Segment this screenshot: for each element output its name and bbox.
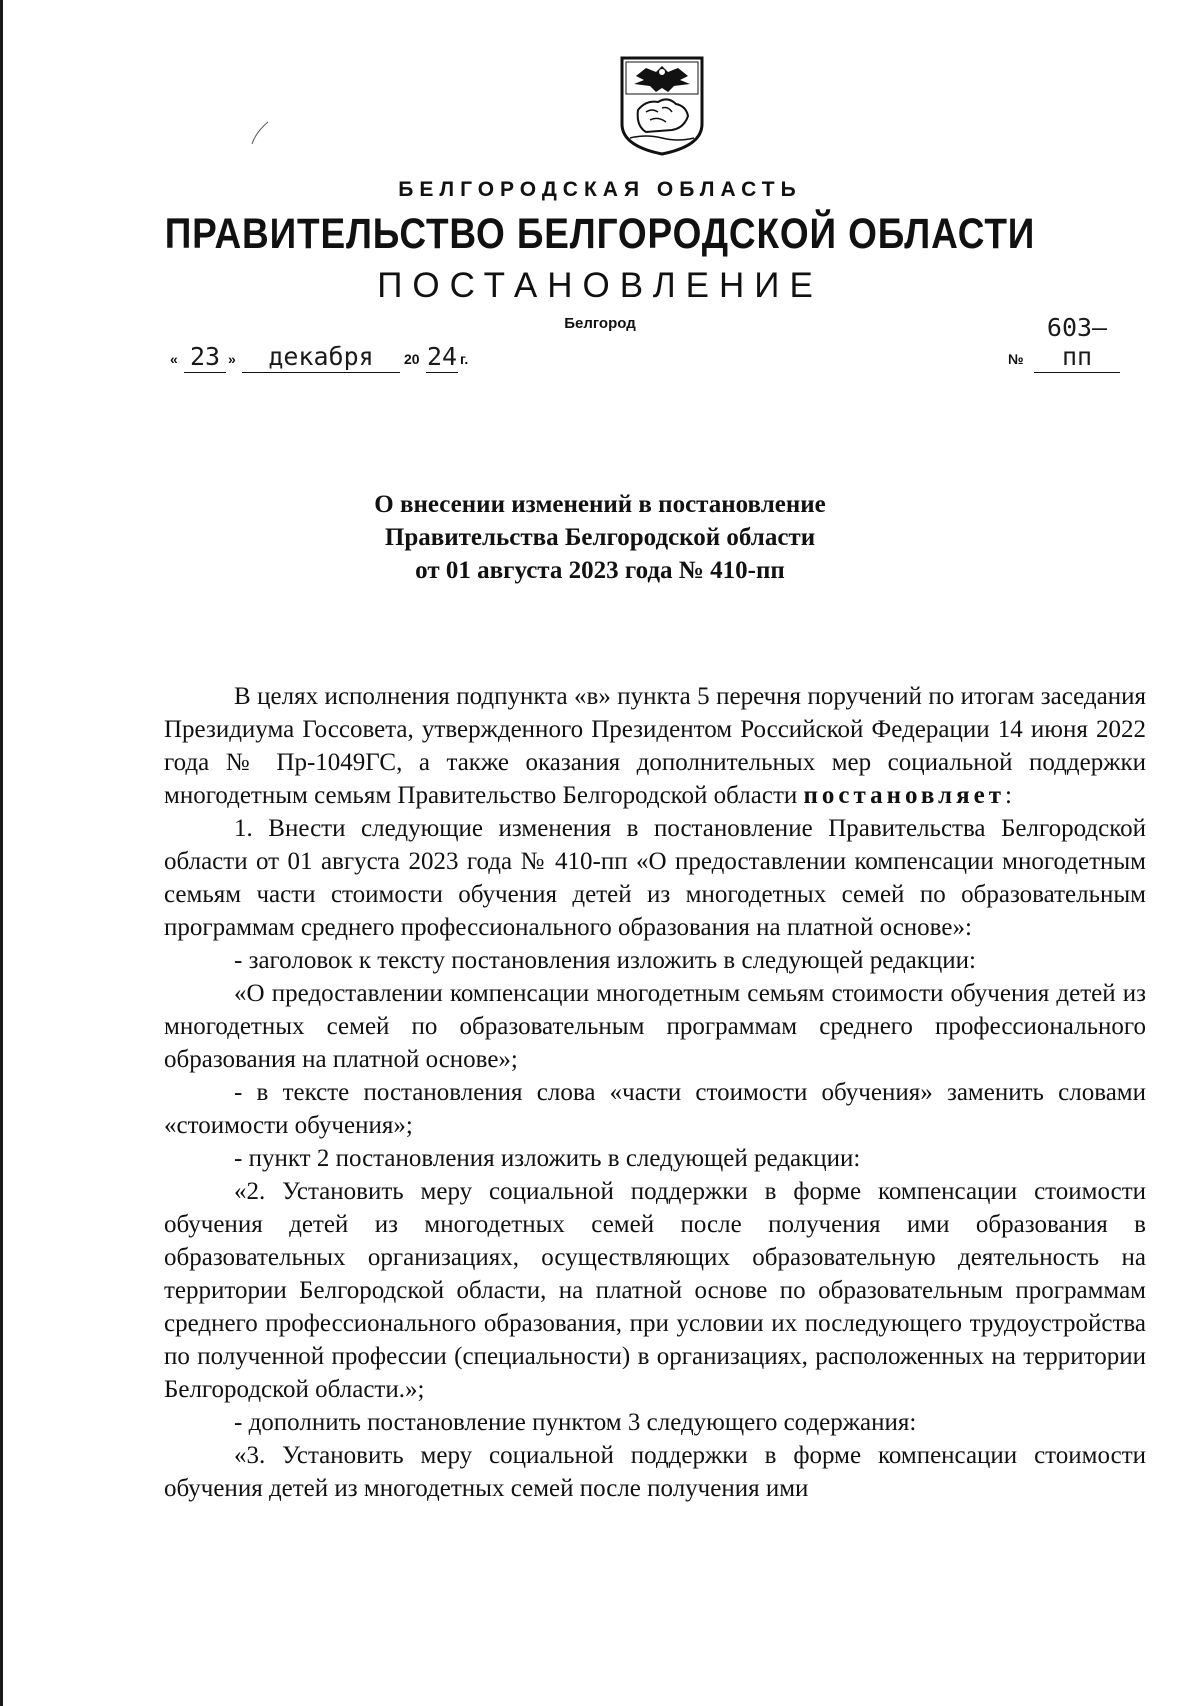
city-name: Белгород xyxy=(564,315,636,332)
date-day: 23 xyxy=(189,342,221,371)
pen-stroke-mark xyxy=(250,120,270,146)
body-paragraph-point-2-intro: - пункт 2 постановления изложить в следующей редакции: xyxy=(234,1145,861,1172)
document-title xyxy=(250,488,950,587)
date-century: 20 xyxy=(404,351,420,367)
preamble-text: В целях исполнения подпункта «в» пункта 5 перечня поручений по итогам заседания Президиума Госсовета, утвержденного Президентом Российской Федерации 14 июня 2022 года № Пр-1049ГС, а также оказания дополнительных мер социальной поддержки многодетным семьям Правительство Белгородской области xyxy=(164,683,1146,809)
body-paragraph-preamble xyxy=(164,680,1146,812)
resolves-word: постановляет xyxy=(803,782,1005,809)
body-paragraph-new-title: «О предоставлении компенсации многодетным семьям стоимости обучения детей из многодетных семей по образовательным программам среднего профессионального образования на платной основе»; xyxy=(164,980,1146,1073)
date-close-quote: » xyxy=(228,351,236,367)
date-month: декабря xyxy=(268,342,374,371)
date-year: 24 xyxy=(426,342,458,371)
day-underline xyxy=(184,372,226,373)
document-type: ПОСТАНОВЛЕНИЕ xyxy=(377,266,823,305)
scan-edge-line xyxy=(0,0,3,1706)
year-underline xyxy=(426,372,458,373)
date-open-quote: « xyxy=(170,351,178,367)
title-line-1: О внесении изменений в постановление xyxy=(374,491,826,518)
body-paragraph-word-replacement: - в тексте постановления слова «части стоимости обучения» заменить словами «стоимости обучения»; xyxy=(164,1079,1146,1139)
preamble-colon: : xyxy=(1004,782,1012,809)
title-line-3: от 01 августа 2023 года № 410-пп xyxy=(415,557,785,584)
title-line-2: Правительства Белгородской области xyxy=(384,524,816,551)
date-year-suffix: г. xyxy=(460,351,469,367)
region-name: БЕЛГОРОДСКАЯ ОБЛАСТЬ xyxy=(398,178,802,201)
government-name: ПРАВИТЕЛЬСТВО БЕЛГОРОДСКОЙ ОБЛАСТИ xyxy=(164,210,1036,258)
document-body xyxy=(164,680,1146,1505)
body-paragraph-title-change: - заголовок к тексту постановления изложить в следующей редакции: xyxy=(234,947,977,974)
body-paragraph-item-1: 1. Внести следующие изменения в постановление Правительства Белгородской области от 01 августа 2023 года № 410-пп «О предоставлении компенсации многодетным семьям части стоимости обучения детей из многодетных семей по образовательным программам среднего профессионального образования на платной основе»: xyxy=(164,815,1146,941)
number-label: № xyxy=(1008,351,1024,367)
month-underline xyxy=(242,372,400,373)
document-number: 603–пп xyxy=(1046,313,1108,371)
number-underline xyxy=(1034,372,1120,373)
body-paragraph-point-3-intro: - дополнить постановление пунктом 3 следующего содержания: xyxy=(234,1409,917,1436)
coat-of-arms-emblem xyxy=(616,54,708,156)
body-paragraph-point-2: «2. Установить меру социальной поддержки в форме компенсации стоимости обучения детей из многодетных семей после получения ими образования в образовательных организациях, осуществляющих образовательную деятельность на территории Белгородской области, на платной основе по образовательным программам среднего профессионального образования, при условии их последующего трудоустройства по полученной профессии (специальности) в организациях, расположенных на территории Белгородской области.»; xyxy=(164,1178,1146,1403)
body-paragraph-point-3: «3. Установить меру социальной поддержки в форме компенсации стоимости обучения детей из многодетных семей после получения ими xyxy=(164,1442,1146,1502)
